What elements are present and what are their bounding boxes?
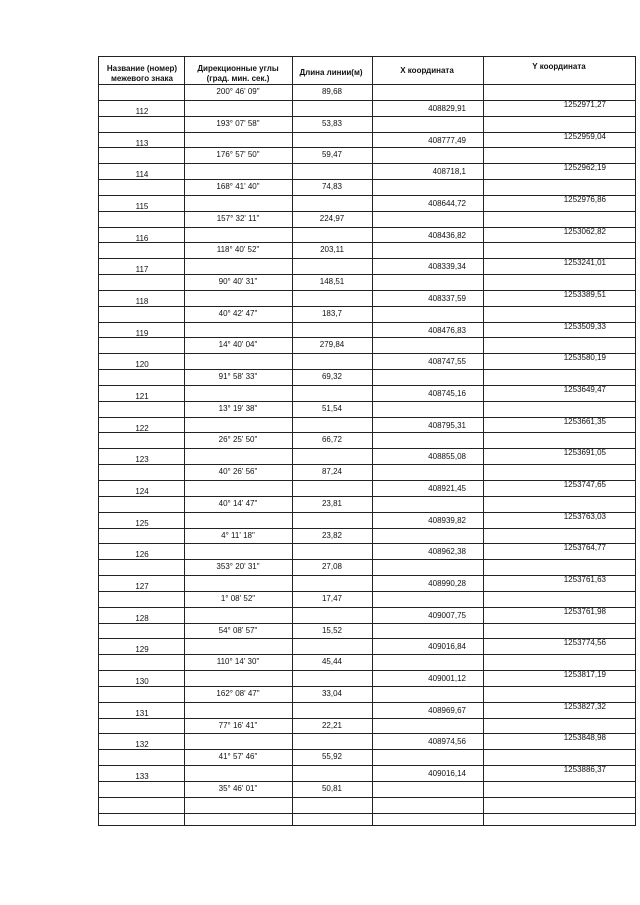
table-row-line [98,56,636,57]
point-x-coordinate: 408939,82 [428,515,466,525]
segment-length: 22,21 [321,720,343,730]
point-x-coordinate: 408339,34 [428,262,466,272]
point-x-coordinate: 408921,45 [428,484,466,493]
segment-angle: 91° 58' 33" [218,372,258,382]
segment-angle: 54° 08' 57" [218,625,258,635]
point-y-coordinate: 1252959,04 [563,131,606,141]
point-name: 118 [135,296,149,306]
segment-length: 148,51 [319,277,345,287]
point-name: 130 [135,677,149,687]
point-y-coordinate: 1253761,63 [563,575,606,585]
segment-angle: 110° 14' 30" [216,657,260,667]
point-x-coordinate: 408747,55 [428,357,466,367]
table-column-line [635,56,636,826]
point-y-coordinate: 1253761,98 [563,606,606,616]
point-y-coordinate: 1252976,86 [563,194,606,204]
segment-length: 69,32 [321,372,343,382]
point-x-coordinate: 408969,67 [428,705,466,715]
segment-angle: 157° 32' 11" [216,213,260,223]
segment-angle: 193° 07' 58" [216,118,260,128]
segment-length: 59,47 [321,150,343,160]
header-angles: Дирекционные углы (град. мин. сек.) [197,64,279,83]
point-y-coordinate: 1253886,37 [563,765,606,775]
point-x-coordinate: 409001,12 [428,674,466,684]
point-y-coordinate: 1252962,19 [563,163,606,173]
header-x: X координата [400,66,454,75]
table-row-line [98,813,636,814]
point-y-coordinate: 1252971,27 [563,99,606,109]
point-y-coordinate: 1253241,01 [563,258,606,268]
segment-angle: 77° 16' 41" [218,720,258,730]
segment-length: 183,7 [321,308,343,318]
header-y: Y координата [532,62,586,71]
segment-length: 224,97 [319,213,345,223]
point-x-coordinate: 408718,1 [432,167,466,177]
segment-length: 33,04 [321,688,343,698]
point-x-coordinate: 409016,84 [428,642,466,652]
point-y-coordinate: 1253817,19 [563,670,606,680]
segment-angle: 40° 26' 56" [218,467,258,477]
point-y-coordinate: 1253764,77 [563,543,606,553]
point-x-coordinate: 408795,31 [428,420,466,430]
segment-length: 23,82 [321,530,343,540]
point-name: 120 [135,360,149,370]
point-name: 123 [135,455,149,465]
segment-angle: 14° 40' 04" [218,340,258,350]
segment-length: 45,44 [321,657,343,667]
segment-angle: 35° 46' 01" [218,783,258,793]
segment-length: 51,54 [321,403,343,413]
point-name: 127 [135,582,149,592]
point-x-coordinate: 409016,14 [428,769,466,779]
segment-angle: 90° 40' 31" [218,277,258,287]
point-x-coordinate: 408436,82 [428,230,466,240]
segment-length: 55,92 [321,752,343,762]
point-y-coordinate: 1253509,33 [563,321,606,331]
point-x-coordinate: 408855,08 [428,452,466,462]
segment-length: 87,24 [321,467,343,477]
segment-angle: 162° 08' 47" [216,688,260,698]
point-name: 132 [135,740,149,750]
point-x-coordinate: 408337,59 [428,293,466,303]
point-y-coordinate: 1253691,05 [563,448,606,458]
point-y-coordinate: 1253774,56 [563,638,606,648]
point-y-coordinate: 1253389,51 [563,289,606,299]
table-row-line [98,797,636,798]
point-x-coordinate: 408974,56 [428,737,466,747]
table-row-line [98,84,636,85]
segment-angle: 1° 08' 52" [220,593,256,603]
point-x-coordinate: 408777,49 [428,135,466,145]
point-name: 124 [135,487,149,496]
segment-angle: 353° 20' 31" [216,562,260,572]
point-y-coordinate: 1253827,32 [563,701,606,711]
segment-length: 74,83 [321,182,343,192]
point-y-coordinate: 1253580,19 [563,353,606,363]
segment-angle: 4° 11' 18" [221,530,255,540]
segment-length: 15,52 [321,625,343,635]
coordinates-table [98,56,636,826]
segment-angle: 40° 42' 47" [218,308,258,318]
point-y-coordinate: 1253062,82 [563,226,606,236]
point-name: 133 [135,772,149,782]
point-x-coordinate: 408644,72 [428,198,466,208]
point-x-coordinate: 408476,83 [428,325,466,335]
point-name: 131 [135,708,149,718]
segment-angle: 118° 40' 52" [216,245,260,255]
header-length: Длина линии(м) [299,68,363,77]
point-name: 112 [135,106,149,116]
point-name: 116 [135,233,149,243]
point-x-coordinate: 408745,16 [428,388,466,398]
segment-angle: 40° 14' 47" [218,498,258,508]
point-name: 113 [135,138,149,148]
segment-length: 53,83 [321,118,343,128]
table-column-line [372,56,373,826]
segment-length: 66,72 [321,435,343,445]
segment-length: 23,81 [321,498,343,508]
point-name: 114 [135,170,149,180]
point-x-coordinate: 408990,28 [428,579,466,589]
point-y-coordinate: 1253661,35 [563,416,606,426]
segment-angle: 26° 25' 50" [218,435,258,445]
point-x-coordinate: 408962,38 [428,547,466,557]
point-name: 128 [135,613,149,623]
header-name: Название (номер) межевого знака [106,64,178,83]
segment-length: 89,68 [321,87,343,96]
segment-angle: 176° 57' 50" [216,150,260,160]
segment-length: 203,11 [320,245,344,255]
segment-length: 17,47 [321,593,343,603]
point-y-coordinate: 1253763,03 [563,511,606,521]
table-row-line [98,825,636,826]
point-name: 125 [135,518,149,528]
point-x-coordinate: 408829,91 [428,103,466,113]
segment-angle: 41° 57' 46" [218,752,258,762]
point-y-coordinate: 1253649,47 [563,384,606,394]
table-column-line [292,56,293,826]
point-y-coordinate: 1253747,65 [563,480,606,489]
segment-length: 279,84 [319,340,345,350]
point-name: 117 [135,265,149,275]
segment-angle: 168° 41' 40" [216,182,260,192]
point-name: 119 [135,328,149,338]
point-name: 126 [135,550,149,560]
table-column-line [98,56,99,826]
point-name: 115 [135,201,149,211]
point-name: 121 [135,391,149,401]
segment-angle: 200° 46' 09" [216,87,260,96]
table-column-line [184,56,185,826]
point-name: 129 [135,645,149,655]
table-column-line [483,56,484,826]
segment-length: 50,81 [321,783,343,793]
point-x-coordinate: 409007,75 [428,610,466,620]
point-name: 122 [135,423,149,433]
segment-length: 27,08 [321,562,343,572]
segment-angle: 13° 19' 38" [218,403,258,413]
point-y-coordinate: 1253848,98 [563,733,606,743]
